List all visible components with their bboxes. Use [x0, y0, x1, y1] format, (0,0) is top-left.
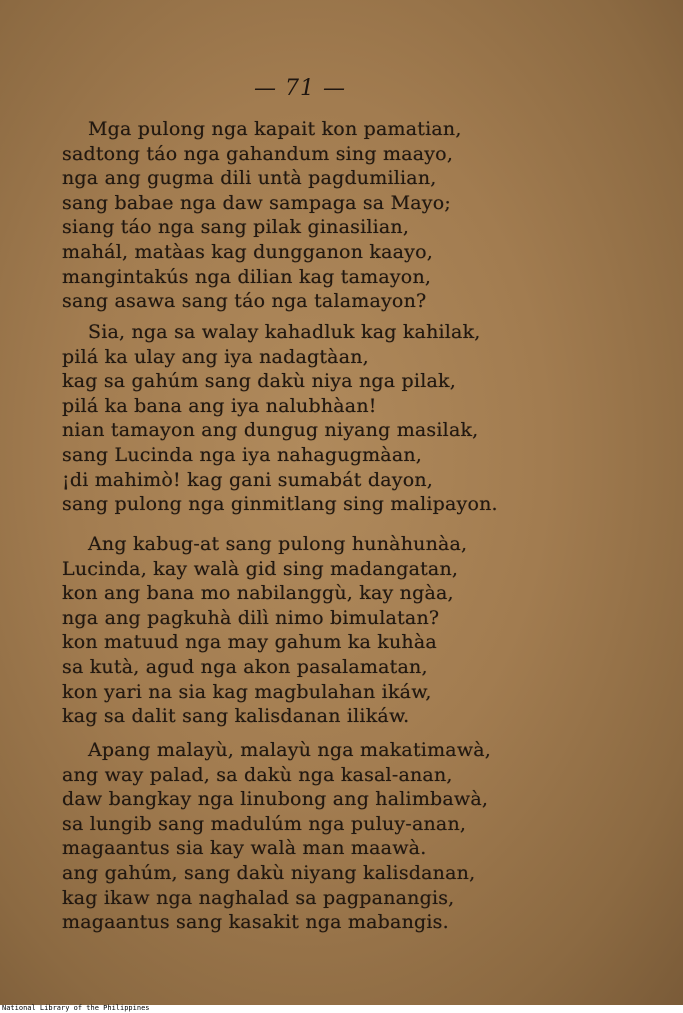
verse-line: siang táo nga sang pilak ginasilian,	[62, 216, 410, 239]
verse-line: sa kutà, agud nga akon pasalamatan,	[62, 655, 428, 678]
verse-line: pilá ka ulay ang iya nadagtàan,	[62, 345, 369, 368]
verse-line: kon matuud nga may gahum ka kuhàa	[62, 631, 437, 654]
verse-line: mahál, matàas kag dungganon kaayo,	[62, 240, 433, 263]
verse-line: Mga pulong nga kapait kon pamatian,	[88, 118, 462, 140]
verse-line: sang asawa sang táo nga talamayon?	[62, 290, 427, 313]
verse-line: Ang kabug-at sang pulong hunàhunàa,	[88, 533, 468, 555]
verse-line: nga ang gugma dili untà pagdumilian,	[62, 167, 437, 190]
stanza-2	[62, 320, 582, 517]
verse-line: sa lungib sang madulúm nga puluy-anan,	[62, 812, 467, 835]
verse-line: Sia, nga sa walay kahadluk kag kahilak,	[88, 321, 481, 343]
verse-line: sadtong táo nga gahandum sing maayo,	[62, 142, 454, 165]
verse-line: nga ang pagkuhà dilì nimo bimulatan?	[62, 606, 440, 629]
library-credit: National Library of the Philippines	[2, 1004, 150, 1012]
verse-line: ¡di mahimò! kag gani sumabát dayon,	[62, 468, 434, 491]
verse-line: ang gahúm, sang dakù niyang kalisdanan,	[62, 861, 476, 884]
verse-line: sang babae nga daw sampaga sa Mayo;	[62, 191, 451, 214]
verse-line: Apang malayù, malayù nga makatimawà,	[88, 739, 492, 761]
verse-line: kag ikaw nga naghalad sa pagpanangis,	[62, 886, 455, 909]
verse-line: magaantus sang kasakit nga mabangis.	[62, 911, 449, 934]
stanza-3	[62, 532, 582, 729]
verse-line: ang way palad, sa dakù nga kasal-anan,	[62, 763, 453, 786]
page-number: — 71 —	[254, 76, 346, 101]
stanza-4	[62, 738, 582, 935]
stanza-1	[62, 117, 582, 314]
verse-line: daw bangkay nga linubong ang halimbawà,	[62, 788, 489, 811]
verse-line: magaantus sia kay walà man maawà.	[62, 837, 427, 860]
verse-line: kon ang bana mo nabilanggù, kay ngàa,	[62, 582, 454, 605]
verse-line: kag sa dalit sang kalisdanan ilikáw.	[62, 705, 410, 728]
verse-line: sang pulong nga ginmitlang sing malipayon.	[62, 493, 498, 516]
verse-line: kag sa gahúm sang dakù niya nga pilak,	[62, 370, 456, 393]
verse-line: pilá ka bana ang iya nalubhàan!	[62, 394, 377, 417]
verse-line: mangintakús nga dilian kag tamayon,	[62, 265, 432, 288]
verse-line: nian tamayon ang dungug niyang masilak,	[62, 419, 479, 442]
verse-line: sang Lucinda nga iya nahagugmàan,	[62, 443, 423, 466]
verse-line: Lucinda, kay walà gid sing madangatan,	[62, 557, 459, 580]
verse-line: kon yari na sia kag magbulahan ikáw,	[62, 680, 432, 703]
